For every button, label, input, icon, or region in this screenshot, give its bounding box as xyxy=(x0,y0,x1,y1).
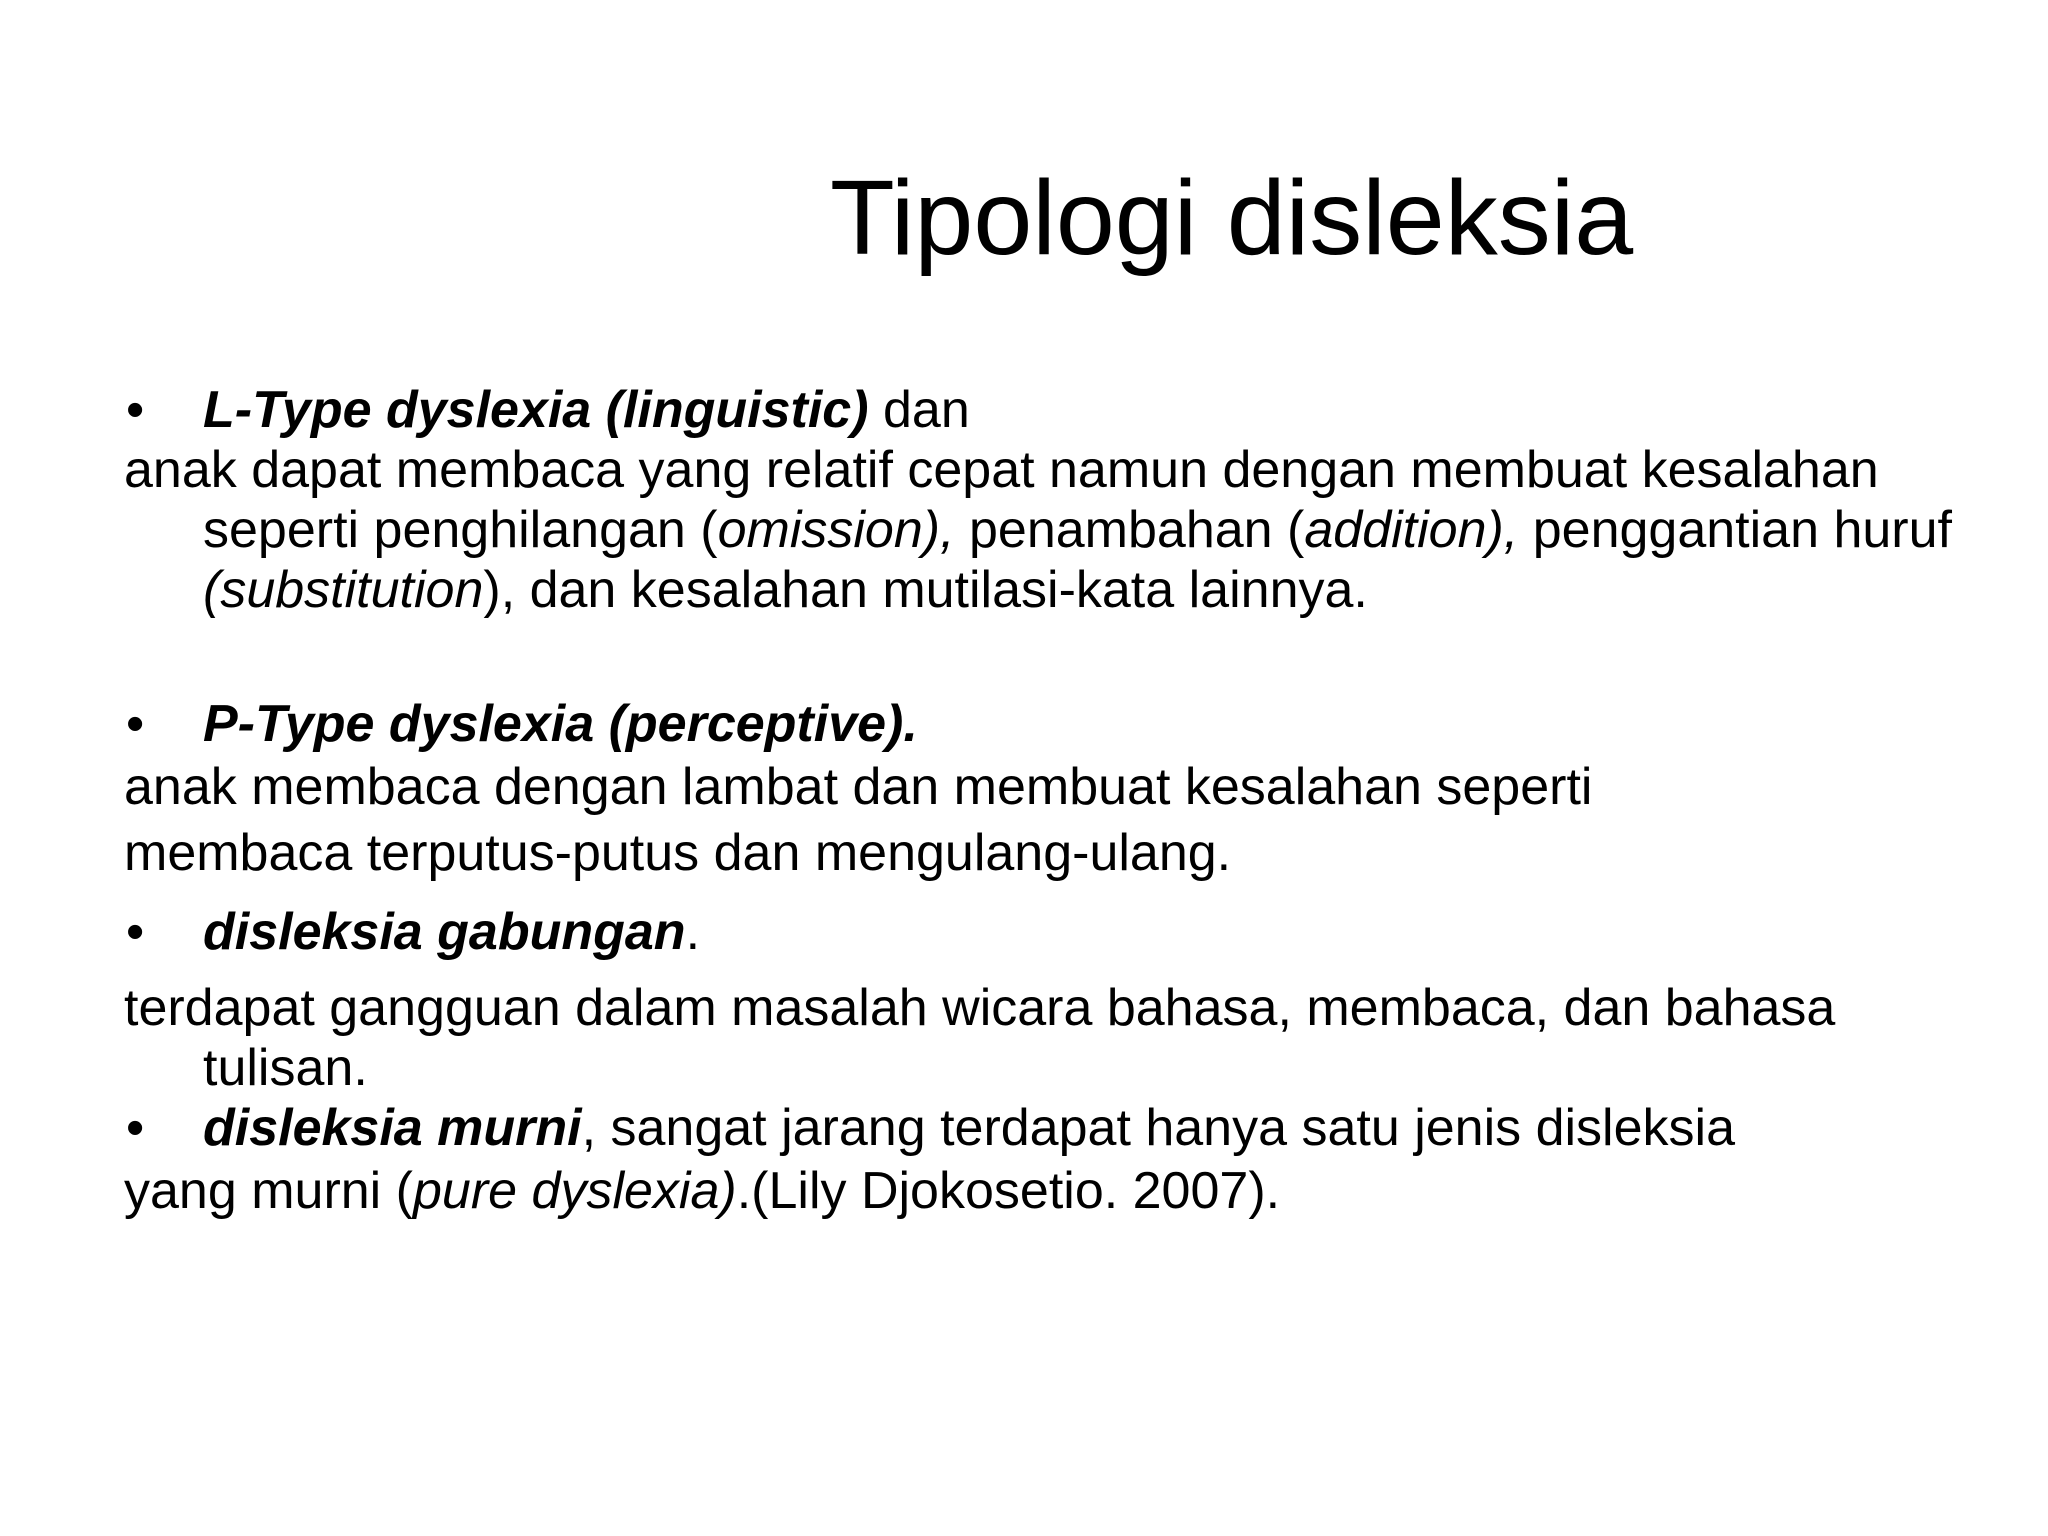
bullet-icon: • xyxy=(126,1099,145,1157)
murni-desc-em-1: pure dyslexia) xyxy=(413,1162,737,1220)
spacer xyxy=(124,962,1984,978)
l-type-desc-em-2: addition), xyxy=(1304,501,1519,559)
gabungan-description: terdapat gangguan dalam masalah wicara bahasa, membaca, dan bahasa tulisan. xyxy=(124,979,1836,1097)
bullet-p-type xyxy=(124,694,1984,754)
p-type-description-line-2: membaca terputus-putus dan mengulang-ulang. xyxy=(124,824,1232,882)
bullet-icon: • xyxy=(126,695,145,753)
spacer xyxy=(124,620,1984,694)
bullet-icon: • xyxy=(126,381,145,439)
bullet-gabungan xyxy=(124,902,1984,962)
slide-body xyxy=(124,380,1984,1224)
l-type-desc-em-1: omission), xyxy=(717,501,955,559)
murni-heading: disleksia murni xyxy=(203,1099,582,1157)
spacer xyxy=(124,886,1984,902)
murni-description xyxy=(124,1158,1984,1224)
gabungan-heading: disleksia gabungan xyxy=(203,903,686,961)
l-type-desc-em-3: (substitution xyxy=(203,561,484,619)
bullet-l-type xyxy=(124,380,1984,440)
murni-desc-text-1: yang murni ( xyxy=(124,1162,413,1220)
slide-title: Tipologi disleksia xyxy=(830,159,1634,277)
l-type-desc-text-2: penambahan ( xyxy=(954,501,1305,559)
l-type-description xyxy=(124,440,1984,620)
l-type-heading: L-Type dyslexia (linguistic) xyxy=(203,381,869,439)
l-type-desc-text-3: penggantian huruf xyxy=(1518,501,1952,559)
gabungan-heading-suffix: . xyxy=(685,903,701,961)
p-type-description-line-1: anak membaca dengan lambat dan membuat kesalahan seperti xyxy=(124,758,1593,816)
bullet-murni xyxy=(124,1098,1984,1158)
murni-heading-suffix: , sangat jarang terdapat hanya satu jenis disleksia xyxy=(581,1099,1736,1157)
p-type-heading: P-Type dyslexia (perceptive). xyxy=(203,695,918,753)
l-type-desc-text-4: ), dan kesalahan mutilasi-kata lainnya. xyxy=(483,561,1368,619)
bullet-icon: • xyxy=(126,903,145,961)
murni-desc-text-2: .(Lily Djokosetio. 2007). xyxy=(736,1162,1281,1220)
l-type-desc-text-1: anak dapat membaca yang relatif cepat namun dengan membuat kesalahan seperti penghilangan ( xyxy=(124,441,1879,559)
l-type-heading-suffix: dan xyxy=(868,381,970,439)
